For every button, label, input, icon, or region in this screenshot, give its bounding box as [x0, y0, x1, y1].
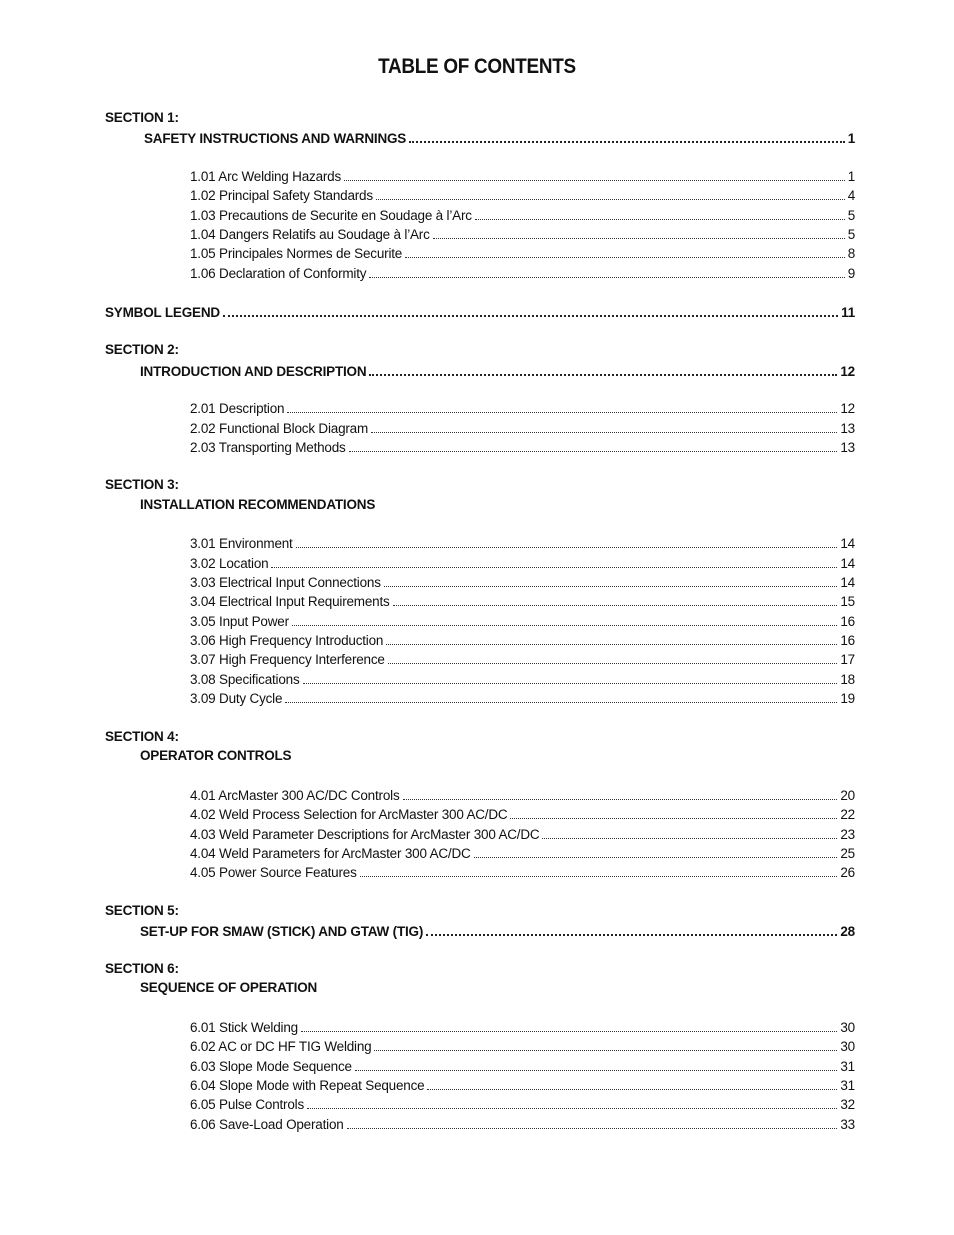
toc-entry-text: 4.03 Weld Parameter Descriptions for ArcMaster 300 AC/DC — [190, 827, 540, 842]
toc-entry[interactable] — [190, 651, 855, 669]
section-label: SECTION 4: — [105, 729, 179, 744]
toc-entry-text: 4.04 Weld Parameters for ArcMaster 300 AC/DC — [190, 846, 471, 861]
toc-entry[interactable] — [190, 1116, 855, 1134]
toc-heading-entry[interactable] — [144, 129, 855, 147]
toc-entry[interactable] — [190, 826, 855, 844]
toc-page-number: 32 — [840, 1097, 855, 1112]
toc-page-number: 12 — [840, 401, 855, 416]
section-label: SECTION 1: — [105, 110, 179, 125]
toc-page-number: 33 — [840, 1117, 855, 1132]
toc-entry-text: 1.06 Declaration of Conformity — [190, 266, 367, 281]
toc-page-number: 20 — [840, 788, 855, 803]
toc-entry-text: 2.02 Functional Block Diagram — [190, 421, 369, 436]
toc-entry[interactable] — [190, 535, 855, 553]
dot-leader — [360, 875, 838, 877]
toc-entry[interactable] — [190, 593, 855, 611]
toc-entry-text: 3.01 Environment — [190, 536, 293, 551]
dot-leader — [374, 1049, 837, 1051]
toc-entry[interactable] — [190, 420, 855, 438]
dot-leader — [301, 1030, 837, 1032]
toc-entry[interactable] — [190, 787, 855, 805]
toc-entry-text: 1.03 Precautions de Securite en Soudage à l’Arc — [190, 208, 472, 223]
toc-entry-text: 1.05 Principales Normes de Securite — [190, 246, 403, 261]
toc-entry[interactable] — [190, 613, 855, 631]
toc-page-number: 28 — [840, 924, 855, 939]
toc-heading-text: INTRODUCTION AND DESCRIPTION — [140, 364, 367, 379]
toc-page-number: 13 — [840, 421, 855, 436]
toc-entry-text: 1.02 Principal Safety Standards — [190, 188, 373, 203]
toc-entry[interactable] — [190, 806, 855, 824]
toc-page-number: 12 — [840, 364, 855, 379]
toc-entry-text: 6.02 AC or DC HF TIG Welding — [190, 1039, 372, 1054]
toc-entry[interactable] — [190, 226, 855, 244]
toc-entry[interactable] — [190, 168, 855, 186]
toc-entry-text: 1.04 Dangers Relatifs au Soudage à l’Arc — [190, 227, 430, 242]
toc-page-number: 16 — [840, 633, 855, 648]
toc-entry[interactable] — [190, 864, 855, 882]
toc-entry[interactable] — [190, 1077, 855, 1095]
dot-leader — [403, 798, 838, 800]
toc-entry-text: 2.01 Description — [190, 401, 285, 416]
dot-leader — [474, 856, 838, 858]
dot-leader — [223, 314, 838, 317]
toc-entry-text: 3.05 Input Power — [190, 614, 289, 629]
toc-heading-text: SYMBOL LEGEND — [105, 305, 220, 320]
toc-page-number: 13 — [840, 440, 855, 455]
dot-leader — [475, 218, 845, 220]
toc-page-number: 14 — [840, 536, 855, 551]
toc-entry-text: 6.05 Pulse Controls — [190, 1097, 305, 1112]
dot-leader — [307, 1107, 837, 1109]
toc-page-number: 17 — [840, 652, 855, 667]
page-title: TABLE OF CONTENTS — [378, 55, 576, 78]
toc-entry-text: 4.05 Power Source Features — [190, 865, 357, 880]
toc-entry[interactable] — [190, 574, 855, 592]
dot-leader — [426, 933, 837, 936]
toc-entry[interactable] — [190, 245, 855, 263]
toc-page-number: 1 — [847, 131, 855, 146]
dot-leader — [347, 1127, 838, 1129]
toc-entry-text: 2.03 Transporting Methods — [190, 440, 346, 455]
toc-heading-text: SAFETY INSTRUCTIONS AND WARNINGS — [144, 131, 407, 146]
toc-entry-text: 6.01 Stick Welding — [190, 1020, 298, 1035]
toc-page-number: 19 — [840, 691, 855, 706]
toc-page-number: 18 — [840, 672, 855, 687]
toc-entry-text: 3.04 Electrical Input Requirements — [190, 594, 390, 609]
dot-leader — [369, 276, 844, 278]
toc-entry-text: 4.02 Weld Process Selection for ArcMaster 300 AC/DC — [190, 807, 508, 822]
dot-leader — [285, 701, 837, 703]
toc-entry[interactable] — [190, 1096, 855, 1114]
dot-leader — [287, 411, 837, 413]
toc-page-number: 26 — [840, 865, 855, 880]
dot-leader — [292, 624, 838, 626]
toc-entry-text: 4.01 ArcMaster 300 AC/DC Controls — [190, 788, 400, 803]
dot-leader — [271, 566, 837, 568]
toc-entry[interactable] — [190, 845, 855, 863]
dot-leader — [386, 643, 837, 645]
dot-leader — [409, 140, 845, 143]
section-label: SECTION 6: — [105, 961, 179, 976]
toc-page-number: 14 — [840, 556, 855, 571]
toc-page-number: 5 — [847, 208, 855, 223]
toc-entry[interactable] — [190, 439, 855, 457]
dot-leader — [510, 817, 837, 819]
toc-entry-text: 3.08 Specifications — [190, 672, 300, 687]
toc-entry-text: 3.09 Duty Cycle — [190, 691, 283, 706]
toc-page-number: 15 — [840, 594, 855, 609]
toc-entry-text: 1.01 Arc Welding Hazards — [190, 169, 342, 184]
toc-entry-text: 6.06 Save-Load Operation — [190, 1117, 344, 1132]
dot-leader — [433, 237, 845, 239]
toc-heading-entry[interactable] — [140, 362, 855, 380]
toc-entry-text: 6.04 Slope Mode with Repeat Sequence — [190, 1078, 425, 1093]
dot-leader — [355, 1069, 838, 1071]
toc-heading-entry[interactable] — [105, 303, 855, 321]
dot-leader — [393, 604, 838, 606]
toc-page-number: 25 — [840, 846, 855, 861]
toc-page-number: 23 — [840, 827, 855, 842]
toc-heading-text[interactable]: OPERATOR CONTROLS — [140, 748, 292, 763]
toc-entry-text: 3.03 Electrical Input Connections — [190, 575, 381, 590]
dot-leader — [376, 198, 845, 200]
dot-leader — [303, 682, 838, 684]
dot-leader — [344, 179, 845, 181]
toc-page-number: 9 — [847, 266, 855, 281]
toc-entry[interactable] — [190, 400, 855, 418]
toc-heading-text[interactable]: INSTALLATION RECOMMENDATIONS — [140, 497, 376, 512]
toc-entry[interactable] — [190, 671, 855, 689]
toc-entry[interactable] — [190, 1038, 855, 1056]
toc-entry[interactable] — [190, 632, 855, 650]
toc-entry[interactable] — [190, 207, 855, 225]
toc-page-number: 11 — [841, 305, 855, 320]
toc-page-number: 8 — [847, 246, 855, 261]
dot-leader — [405, 256, 845, 258]
toc-entry-text: 3.02 Location — [190, 556, 269, 571]
toc-entry[interactable] — [190, 187, 855, 205]
toc-page-number: 30 — [840, 1020, 855, 1035]
toc-heading-text[interactable]: SEQUENCE OF OPERATION — [140, 980, 318, 995]
dot-leader — [542, 837, 837, 839]
toc-entry[interactable] — [190, 690, 855, 708]
section-label: SECTION 5: — [105, 903, 179, 918]
toc-entry-text: 3.06 High Frequency Introduction — [190, 633, 384, 648]
toc-page-number: 31 — [840, 1059, 855, 1074]
toc-heading-entry[interactable] — [140, 922, 855, 940]
dot-leader — [427, 1088, 837, 1090]
toc-entry[interactable] — [190, 1058, 855, 1076]
dot-leader — [349, 450, 838, 452]
toc-entry-text: 3.07 High Frequency Interference — [190, 652, 385, 667]
toc-entry-text: 6.03 Slope Mode Sequence — [190, 1059, 352, 1074]
dot-leader — [296, 546, 838, 548]
section-label: SECTION 2: — [105, 342, 179, 357]
toc-entry[interactable] — [190, 1019, 855, 1037]
toc-page-number: 5 — [847, 227, 855, 242]
section-label: SECTION 3: — [105, 477, 179, 492]
dot-leader — [369, 373, 837, 376]
toc-page-number: 4 — [847, 188, 855, 203]
toc-heading-text: SET-UP FOR SMAW (STICK) AND GTAW (TIG) — [140, 924, 424, 939]
toc-page-number: 16 — [840, 614, 855, 629]
toc-page-number: 1 — [847, 169, 855, 184]
dot-leader — [371, 431, 837, 433]
dot-leader — [384, 585, 838, 587]
toc-page-number: 22 — [840, 807, 855, 822]
dot-leader — [388, 662, 838, 664]
toc-page-number: 31 — [840, 1078, 855, 1093]
toc-entry[interactable] — [190, 265, 855, 283]
toc-entry[interactable] — [190, 555, 855, 573]
toc-page-number: 30 — [840, 1039, 855, 1054]
toc-page-number: 14 — [840, 575, 855, 590]
